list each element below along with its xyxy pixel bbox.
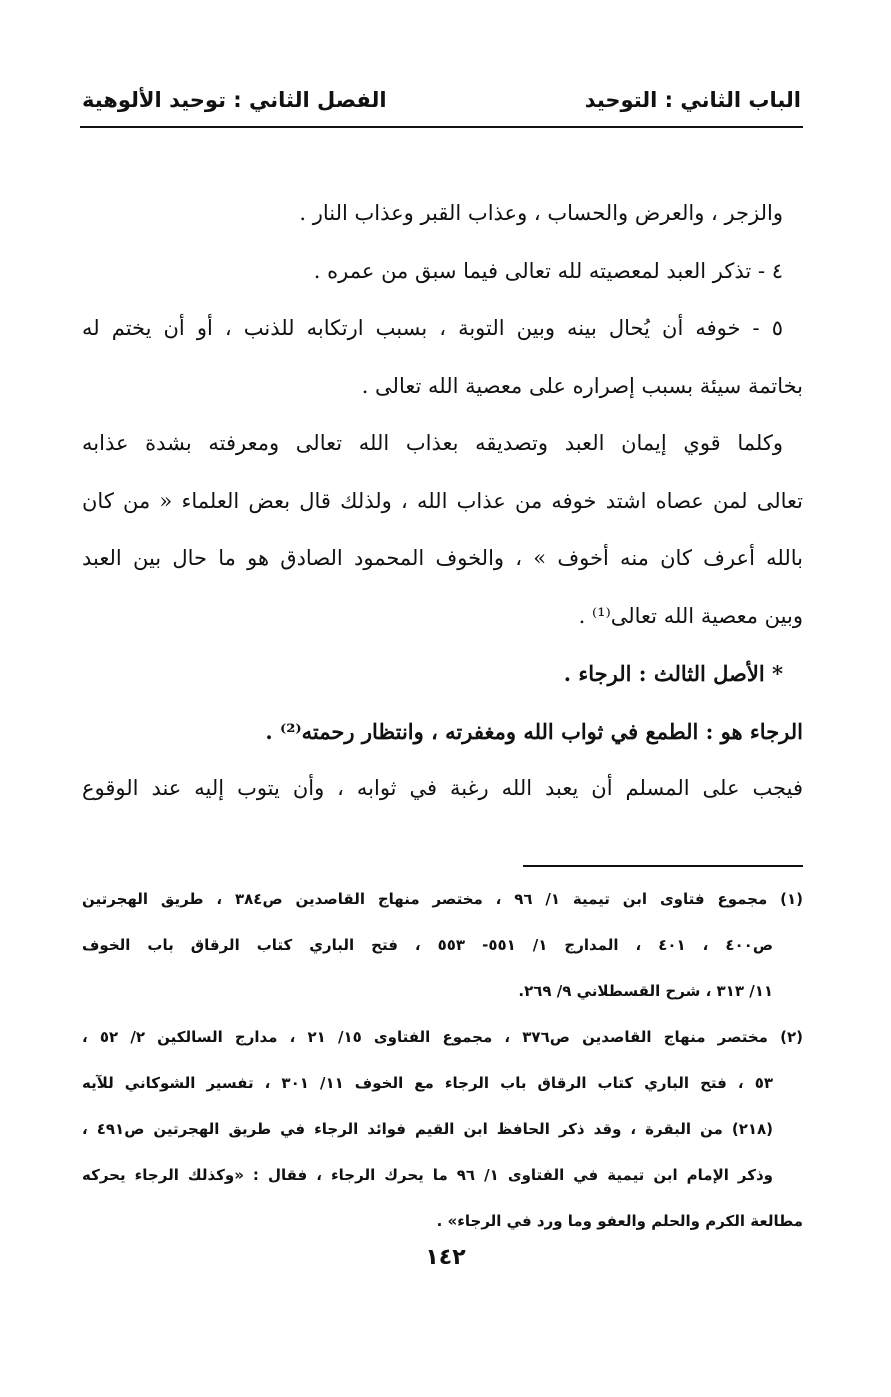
footnote-line: ص٤٠٠ ، ٤٠١ ، المدارج ١/ ٥٥١- ٥٥٣ ، فتح الباري كتاب الرقاق باب الخوف [82, 936, 773, 954]
footnotes [82, 876, 803, 1244]
footnote-line: وذكر الإمام ابن تيمية في الفتاوى ١/ ٩٦ ما يحرك الرجاء ، فقال : «وكذلك الرجاء يحركه [82, 1166, 774, 1184]
text-line: بخاتمة سيئة بسبب إصراره على معصية الله تعالى . [361, 373, 803, 398]
footnote-divider [523, 865, 803, 867]
text-line: ٤ - تذكر العبد لمعصيته لله تعالى فيما سبق من عمره . [313, 258, 783, 283]
text-line: ٥ - خوفه أن يُحال بينه وبين التوبة ، بسبب ارتكابه للذنب ، أو أن يختم له [82, 316, 783, 340]
header-section-title: الفصل الثاني : توحيد الألوهية [82, 88, 387, 112]
header-divider [80, 126, 803, 128]
text-line: تعالى لمن عصاه اشتد خوفه من عذاب الله ، ولذلك قال بعض العلماء « من كان [82, 488, 803, 513]
footnote-line: مطالعة الكرم والحلم والعفو وما ورد في الرجاء» . [436, 1212, 803, 1230]
text-line: فيجب على المسلم أن يعبد الله رغبة في ثوابه ، وأن يتوب إليه عند الوقوع [82, 776, 803, 800]
footnote-line: (٢) مختصر منهاج القاصدين ص٣٧٦ ، مجموع الفتاوى ١٥/ ٢١ ، مدارج السالكين ٢/ ٥٢ ، [82, 1028, 803, 1046]
section-heading: * الأصل الثالث : الرجاء . [563, 661, 783, 686]
header-chapter-title: الباب الثاني : التوحيد [584, 88, 801, 112]
footnote-line: ٥٣ ، فتح الباري كتاب الرقاق باب الرجاء مع الخوف ١١/ ٣٠١ ، تفسير الشوكاني للآيه [82, 1074, 773, 1092]
text-line: بالله أعرف كان منه أخوف » ، والخوف المحمود الصادق هو ما حال بين العبد [82, 546, 803, 570]
definition-line: الرجاء هو : الطمع في ثواب الله ومغفرته ، وانتظار رحمته⁽²⁾ . [265, 718, 803, 744]
running-header [82, 80, 801, 120]
text-line: وكلما قوي إيمان العبد وتصديقه بعذاب الله تعالى ومعرفته بشدة عذابه [82, 431, 783, 455]
footnote-line: ١١/ ٣١٣ ، شرح القسطلاني ٩/ ٢٦٩. [518, 982, 773, 1000]
footnote-line: (١) مجموع فتاوى ابن تيمية ١/ ٩٦ ، مختصر منهاج القاصدين ص٣٨٤ ، طريق الهجرتين [82, 890, 803, 908]
footnote-line: (٢١٨) من البقرة ، وقد ذكر الحافظ ابن القيم فوائد الرجاء في طريق الهجرتين ص٤٩١ ، [82, 1120, 774, 1138]
text-line: وبين معصية الله تعالى⁽¹⁾ . [578, 603, 803, 628]
page-number: ١٤٢ [425, 1245, 466, 1270]
text-line: والزجر ، والعرض والحساب ، وعذاب القبر وعذاب النار . [299, 201, 783, 225]
main-text [82, 185, 803, 818]
